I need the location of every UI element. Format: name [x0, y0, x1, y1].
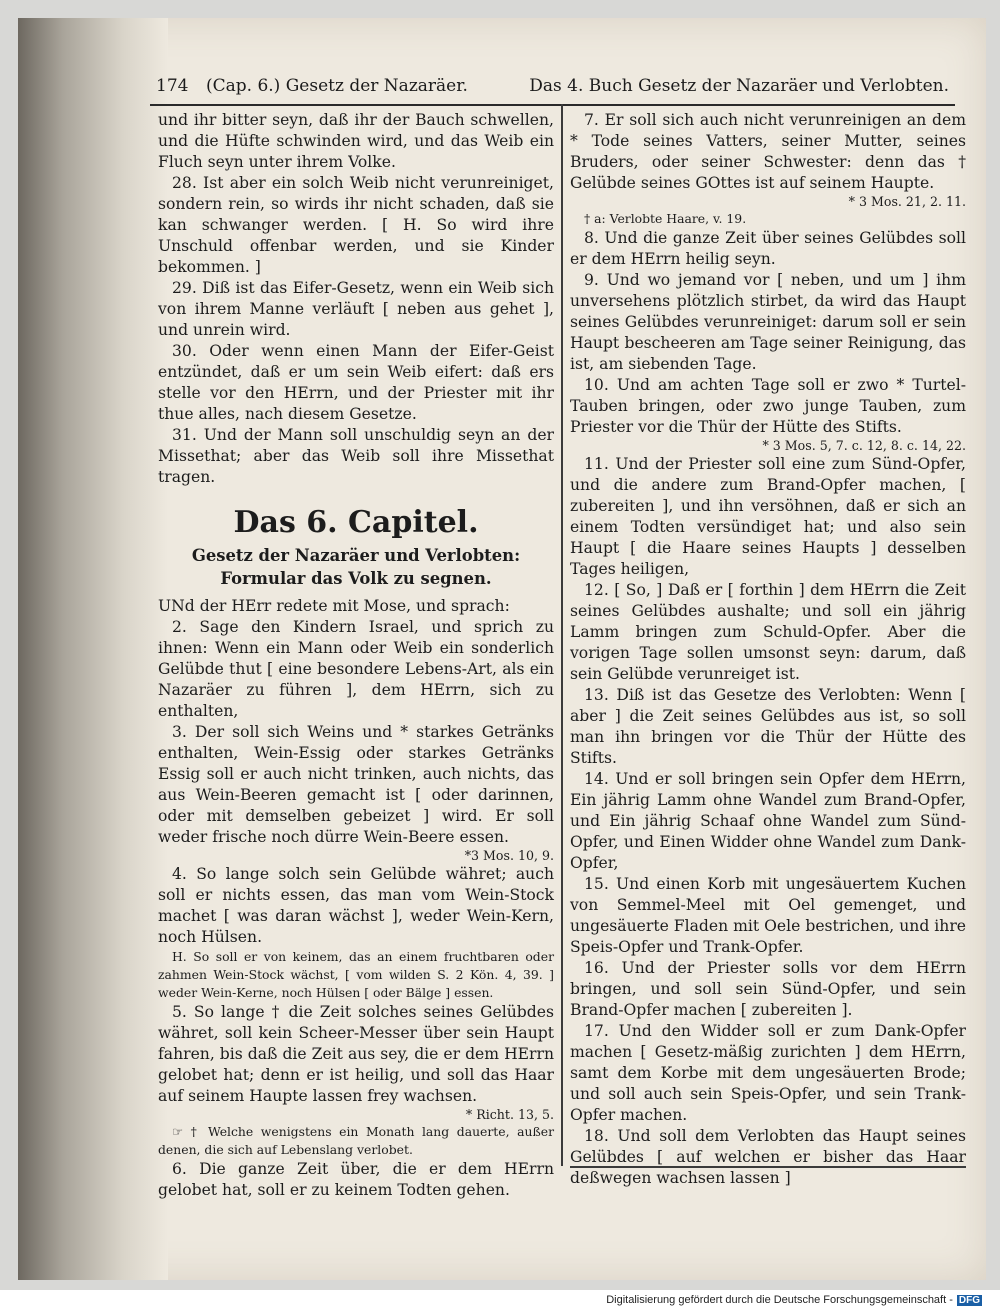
- paragraph-verse-18: 18. Und soll dem Verlobten das Haupt seines Gelübdes [ auf welchen er bisher das Haar deßwegen wachsen lassen ]: [570, 1127, 966, 1187]
- page-gutter-shadow: [18, 18, 168, 1280]
- footnote: H. So soll er von keinem, das an einem fruchtbaren oder zahmen Wein-Stock wächst, [ vom wilden S. 2 Kön. 4, 39. ] weder Wein-Kerne, noch Hülsen [ oder Bälge ] essen.: [158, 949, 554, 1000]
- header-rule: [150, 104, 955, 106]
- header-right-title: Das 4. Buch Gesetz der Nazaräer und Verlobten.: [529, 76, 949, 96]
- paragraph-verse-2: 2. Sage den Kindern Israel, und sprich zu ihnen: Wenn ein Mann oder Weib ein sonderlich Gelübde thut [ eine besondere Lebens-Art, als ein Nazaräer zu führen ], dem HErrn, sich zu enthalten,: [158, 618, 554, 720]
- footnote: ☞ † Welche wenigstens ein Monath lang dauerte, außer denen, die sich auf Lebenslang verlobet.: [158, 1124, 554, 1157]
- paragraph-verse-17: 17. Und den Widder soll er zum Dank-Opfer machen [ Gesetz-mäßig zurichten ] dem HErrn, samt dem Korbe mit dem ungesäuerten Brode; und soll auch sein Speis-Opfer, und sein Trank-Opfer machen.: [570, 1022, 966, 1124]
- page-number: 174: [156, 76, 189, 96]
- credit-text: Digitalisierung gefördert durch die Deutsche Forschungsgemeinschaft -: [606, 1294, 953, 1306]
- paragraph-verse-1: UNd der HErr redete mit Mose, und sprach:: [158, 597, 510, 615]
- cross-reference: * Richt. 13, 5.: [465, 1107, 554, 1122]
- running-header: [150, 68, 955, 102]
- paragraph: und ihr bitter seyn, daß ihr der Bauch schwellen, und die Hüfte schwinden wird, und das Weib ein Fluch seyn unter ihrem Volke.: [158, 111, 554, 171]
- dfg-logo: DFG: [958, 1295, 980, 1306]
- paragraph-verse-12: 12. [ So, ] Daß er [ forthin ] dem HErrn die Zeit seines Gelübdes aushalte; und soll ein jährig Lamm bringen zum Schuld-Opfer. Aber die vorigen Tage sollen umsonst seyn: darum, daß sein Gelübde verunreiget ist.: [570, 581, 966, 683]
- footnote: † a: Verlobte Haare, v. 19.: [584, 211, 747, 226]
- cross-reference: *3 Mos. 10, 9.: [464, 848, 554, 863]
- paragraph-verse-4: 4. So lange solch sein Gelübde währet; auch soll er nichts essen, das man vom Wein-Stock machet [ was daran wächst ], weder Wein-Kern, noch Hülsen.: [158, 865, 554, 946]
- paragraph-verse-13: 13. Diß ist das Gesetze des Verlobten: Wenn [ aber ] die Zeit seines Gelübdes aus ist, so soll man ihn bringen vor die Thür der Hütte des Stifts.: [570, 686, 966, 767]
- paragraph-verse-6: 6. Die ganze Zeit über, die er dem HErrn gelobet hat, soll er zu keinem Todten gehen.: [158, 1160, 554, 1199]
- column-divider: [561, 104, 563, 1166]
- paragraph-verse-16: 16. Und der Priester solls vor dem HErrn bringen, und soll sein Sünd-Opfer, und sein Brand-Opfer machen [ zubereiten ].: [570, 959, 966, 1019]
- paragraph-verse-11: 11. Und der Priester soll eine zum Sünd-Opfer, und die andere zum Brand-Opfer machen, [ zubereiten ], und ihn versöhnen, daß er sich an einem Todten versündiget hat; und also sein Haupt [ die Haare seines Haupts ] desselben Tages heiligen,: [570, 455, 966, 578]
- right-column: [570, 110, 966, 1189]
- paragraph-verse-8: 8. Und die ganze Zeit über seines Gelübdes soll er dem HErrn heilig seyn.: [570, 229, 966, 268]
- cross-reference: * 3 Mos. 5, 7. c. 12, 8. c. 14, 22.: [762, 438, 966, 453]
- paragraph-verse-7: 7. Er soll sich auch nicht verunreinigen an dem * Tode seines Vatters, seiner Mutter, seines Bruders, oder seiner Schwester: denn das † Gelübde seines GOttes ist auf seinem Haupte.: [570, 111, 966, 192]
- chapter-subtitle: Gesetz der Nazaräer und Verlobten: Formular das Volk zu segnen.: [191, 546, 521, 588]
- cross-reference: * 3 Mos. 21, 2. 11.: [848, 194, 966, 209]
- paragraph-verse-3: 3. Der soll sich Weins und * starkes Getränks enthalten, Wein-Essig oder starkes Getränks Essig soll er auch nicht trinken, auch nichts, das aus Wein-Beeren gemacht ist [ oder darinnen, oder mit demselben gebeizet ] wird. Er soll weder frische noch dürre Wein-Beere essen.: [158, 723, 554, 846]
- paragraph-verse-29: 29. Diß ist das Eifer-Gesetz, wenn ein Weib sich von ihrem Manne verläuft [ neben aus gehet ], und unrein wird.: [158, 279, 554, 339]
- paragraph-verse-30: 30. Oder wenn einen Mann der Eifer-Geist entzündet, daß er um sein Weib eifert: daß ers stelle vor den HErrn, und der Priester mit ihr thue alles, nach diesem Gesetze.: [158, 342, 554, 423]
- digitization-credit: [606, 1294, 982, 1306]
- paragraph-verse-5: 5. So lange † die Zeit solches seines Gelübdes währet, soll kein Scheer-Messer über sein Haupt fahren, bis daß die Zeit aus sey, die er dem HErrn gelobet hat; denn er ist heilig, und soll das Haar auf seinem Haupte lassen frey wachsen.: [158, 1003, 554, 1105]
- left-column: [158, 110, 554, 1201]
- paragraph-verse-14: 14. Und er soll bringen sein Opfer dem HErrn, Ein jährig Lamm ohne Wandel zum Brand-Opfer, und Ein jährig Schaaf ohne Wandel zum Sünd-Opfer, und Einen Widder ohne Wandel zum Dank-Opfer,: [570, 770, 966, 872]
- column-end-rule: [570, 1166, 966, 1168]
- paragraph-verse-31: 31. Und der Mann soll unschuldig seyn an der Missethat; aber das Weib soll ihre Missethat tragen.: [158, 426, 554, 486]
- paragraph-verse-15: 15. Und einen Korb mit ungesäuertem Kuchen von Semmel-Meel mit Oel gemenget, und ungesäuerte Fladen mit Oele bestrichen, und ihre Speis-Opfer und Trank-Opfer.: [570, 875, 966, 956]
- paragraph-verse-28: 28. Ist aber ein solch Weib nicht verunreiniget, sondern rein, so wirds ihr nicht schaden, daß sie kan schwanger werden. [ H. So wird ihre Unschuld offenbar werden, und sie Kinder bekommen. ]: [158, 174, 554, 276]
- chapter-title: Das 6. Capitel.: [233, 505, 479, 540]
- paragraph-verse-9: 9. Und wo jemand vor [ neben, und um ] ihm unversehens plötzlich stirbet, da wird das Haupt seines Gelübdes verunreiniget: darum soll er sein Haupt bescheeren am Tage seiner Reinigung, das ist, am siebenden Tage.: [570, 271, 966, 373]
- header-left-title: (Cap. 6.) Gesetz der Nazaräer.: [206, 76, 468, 96]
- paragraph-verse-10: 10. Und am achten Tage soll er zwo * Turtel-Tauben bringen, oder zwo junge Tauben, zum Priester vor die Thür der Hütte des Stifts.: [570, 376, 966, 436]
